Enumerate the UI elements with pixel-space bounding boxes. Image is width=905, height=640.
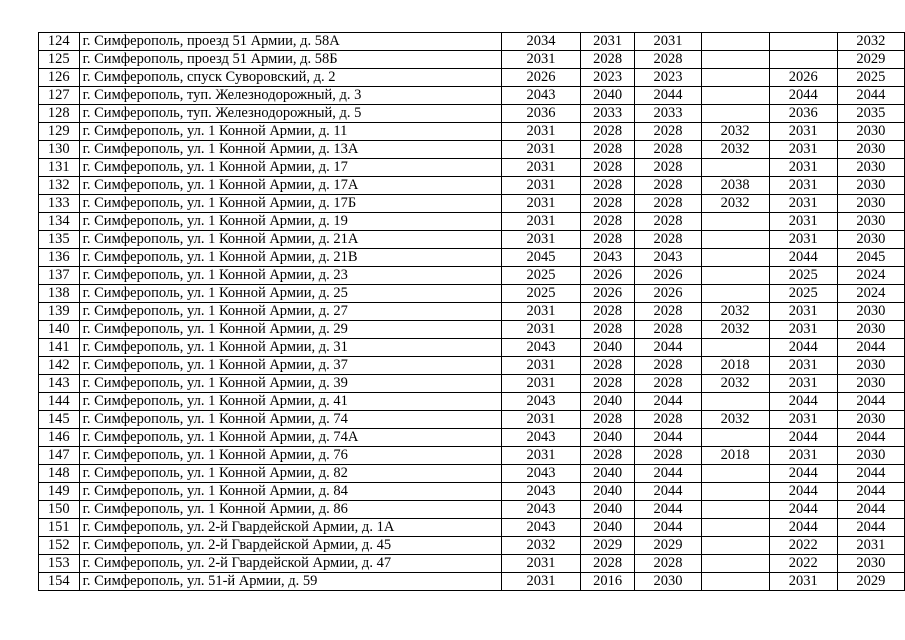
- row-number: 124: [39, 33, 80, 51]
- year-cell-6: 2030: [837, 411, 904, 429]
- year-cell-4: 2032: [701, 321, 769, 339]
- year-cell-3: 2028: [635, 51, 701, 69]
- year-cell-1: 2043: [502, 429, 581, 447]
- year-cell-2: 2028: [580, 321, 634, 339]
- address-cell: г. Симферополь, ул. 51-й Армии, д. 59: [79, 573, 502, 591]
- year-cell-2: 2028: [580, 177, 634, 195]
- year-cell-2: 2028: [580, 159, 634, 177]
- year-cell-1: 2031: [502, 573, 581, 591]
- year-cell-1: 2036: [502, 105, 581, 123]
- year-cell-2: 2028: [580, 231, 634, 249]
- table-row: [39, 141, 905, 159]
- year-cell-5: 2036: [769, 105, 837, 123]
- housing-table: [38, 32, 905, 591]
- year-cell-6: 2044: [837, 429, 904, 447]
- row-number: 148: [39, 465, 80, 483]
- table-row: [39, 429, 905, 447]
- year-cell-3: 2033: [635, 105, 701, 123]
- year-cell-2: 2028: [580, 213, 634, 231]
- year-cell-5: 2031: [769, 231, 837, 249]
- year-cell-6: 2030: [837, 303, 904, 321]
- year-cell-1: 2025: [502, 285, 581, 303]
- year-cell-2: 2040: [580, 339, 634, 357]
- year-cell-1: 2031: [502, 555, 581, 573]
- table-row: [39, 177, 905, 195]
- year-cell-4: 2032: [701, 375, 769, 393]
- row-number: 151: [39, 519, 80, 537]
- year-cell-4: [701, 249, 769, 267]
- year-cell-5: 2044: [769, 483, 837, 501]
- year-cell-2: 2033: [580, 105, 634, 123]
- address-cell: г. Симферополь, ул. 2-й Гвардейской Армии, д. 45: [79, 537, 502, 555]
- row-number: 138: [39, 285, 80, 303]
- year-cell-3: 2028: [635, 159, 701, 177]
- address-cell: г. Симферополь, ул. 1 Конной Армии, д. 82: [79, 465, 502, 483]
- table-row: [39, 33, 905, 51]
- year-cell-3: 2028: [635, 357, 701, 375]
- year-cell-4: 2018: [701, 447, 769, 465]
- address-cell: г. Симферополь, ул. 1 Конной Армии, д. 23: [79, 267, 502, 285]
- year-cell-1: 2031: [502, 195, 581, 213]
- address-cell: г. Симферополь, ул. 1 Конной Армии, д. 31: [79, 339, 502, 357]
- year-cell-6: 2030: [837, 321, 904, 339]
- year-cell-4: [701, 213, 769, 231]
- year-cell-5: [769, 51, 837, 69]
- year-cell-4: [701, 339, 769, 357]
- row-number: 139: [39, 303, 80, 321]
- year-cell-4: 2032: [701, 411, 769, 429]
- table-body: [39, 33, 905, 591]
- year-cell-6: 2030: [837, 357, 904, 375]
- address-cell: г. Симферополь, ул. 1 Конной Армии, д. 37: [79, 357, 502, 375]
- year-cell-2: 2028: [580, 357, 634, 375]
- year-cell-2: 2028: [580, 123, 634, 141]
- table-row: [39, 303, 905, 321]
- year-cell-2: 2040: [580, 519, 634, 537]
- year-cell-2: 2028: [580, 141, 634, 159]
- year-cell-5: 2022: [769, 537, 837, 555]
- year-cell-5: 2031: [769, 411, 837, 429]
- year-cell-3: 2044: [635, 87, 701, 105]
- year-cell-2: 2016: [580, 573, 634, 591]
- address-cell: г. Симферополь, ул. 1 Конной Армии, д. 21А: [79, 231, 502, 249]
- row-number: 136: [39, 249, 80, 267]
- row-number: 146: [39, 429, 80, 447]
- year-cell-4: [701, 51, 769, 69]
- year-cell-5: 2031: [769, 321, 837, 339]
- year-cell-3: 2028: [635, 141, 701, 159]
- year-cell-4: [701, 105, 769, 123]
- table-row: [39, 393, 905, 411]
- table-row: [39, 555, 905, 573]
- table-row: [39, 123, 905, 141]
- year-cell-1: 2031: [502, 375, 581, 393]
- year-cell-3: 2044: [635, 483, 701, 501]
- table-row: [39, 411, 905, 429]
- row-number: 130: [39, 141, 80, 159]
- year-cell-5: 2025: [769, 267, 837, 285]
- year-cell-6: 2030: [837, 555, 904, 573]
- year-cell-6: 2044: [837, 483, 904, 501]
- address-cell: г. Симферополь, ул. 1 Конной Армии, д. 27: [79, 303, 502, 321]
- year-cell-6: 2030: [837, 159, 904, 177]
- address-cell: г. Симферополь, ул. 1 Конной Армии, д. 29: [79, 321, 502, 339]
- year-cell-3: 2028: [635, 411, 701, 429]
- year-cell-2: 2040: [580, 483, 634, 501]
- year-cell-4: [701, 87, 769, 105]
- year-cell-6: 2029: [837, 51, 904, 69]
- table-row: [39, 231, 905, 249]
- year-cell-4: 2018: [701, 357, 769, 375]
- year-cell-1: 2043: [502, 87, 581, 105]
- year-cell-1: 2031: [502, 411, 581, 429]
- year-cell-3: 2028: [635, 447, 701, 465]
- row-number: 126: [39, 69, 80, 87]
- year-cell-6: 2035: [837, 105, 904, 123]
- address-cell: г. Симферополь, проезд 51 Армии, д. 58Б: [79, 51, 502, 69]
- address-cell: г. Симферополь, ул. 1 Конной Армии, д. 17А: [79, 177, 502, 195]
- table-row: [39, 249, 905, 267]
- year-cell-2: 2028: [580, 303, 634, 321]
- year-cell-2: 2028: [580, 375, 634, 393]
- table-row: [39, 87, 905, 105]
- year-cell-5: 2031: [769, 141, 837, 159]
- year-cell-1: 2031: [502, 357, 581, 375]
- year-cell-3: 2030: [635, 573, 701, 591]
- address-cell: г. Симферополь, ул. 1 Конной Армии, д. 74: [79, 411, 502, 429]
- year-cell-2: 2040: [580, 87, 634, 105]
- year-cell-2: 2040: [580, 393, 634, 411]
- row-number: 141: [39, 339, 80, 357]
- year-cell-1: 2031: [502, 231, 581, 249]
- row-number: 132: [39, 177, 80, 195]
- year-cell-3: 2044: [635, 501, 701, 519]
- row-number: 152: [39, 537, 80, 555]
- year-cell-1: 2045: [502, 249, 581, 267]
- year-cell-3: 2028: [635, 555, 701, 573]
- row-number: 153: [39, 555, 80, 573]
- year-cell-5: 2031: [769, 447, 837, 465]
- year-cell-1: 2026: [502, 69, 581, 87]
- address-cell: г. Симферополь, ул. 1 Конной Армии, д. 11: [79, 123, 502, 141]
- row-number: 150: [39, 501, 80, 519]
- table-row: [39, 519, 905, 537]
- year-cell-1: 2032: [502, 537, 581, 555]
- table-row: [39, 321, 905, 339]
- table-row: [39, 285, 905, 303]
- year-cell-6: 2045: [837, 249, 904, 267]
- year-cell-5: 2031: [769, 177, 837, 195]
- row-number: 149: [39, 483, 80, 501]
- row-number: 133: [39, 195, 80, 213]
- year-cell-2: 2026: [580, 285, 634, 303]
- year-cell-2: 2023: [580, 69, 634, 87]
- year-cell-1: 2025: [502, 267, 581, 285]
- table-row: [39, 357, 905, 375]
- year-cell-5: 2044: [769, 465, 837, 483]
- year-cell-2: 2028: [580, 447, 634, 465]
- year-cell-3: 2028: [635, 375, 701, 393]
- year-cell-4: [701, 573, 769, 591]
- year-cell-3: 2028: [635, 231, 701, 249]
- year-cell-4: [701, 483, 769, 501]
- year-cell-2: 2029: [580, 537, 634, 555]
- year-cell-4: [701, 465, 769, 483]
- year-cell-4: [701, 393, 769, 411]
- year-cell-2: 2028: [580, 411, 634, 429]
- year-cell-3: 2028: [635, 123, 701, 141]
- row-number: 143: [39, 375, 80, 393]
- row-number: 142: [39, 357, 80, 375]
- year-cell-5: 2031: [769, 303, 837, 321]
- year-cell-3: 2044: [635, 519, 701, 537]
- year-cell-6: 2044: [837, 87, 904, 105]
- year-cell-4: [701, 33, 769, 51]
- year-cell-6: 2030: [837, 195, 904, 213]
- year-cell-3: 2029: [635, 537, 701, 555]
- year-cell-1: 2031: [502, 51, 581, 69]
- row-number: 134: [39, 213, 80, 231]
- address-cell: г. Симферополь, ул. 2-й Гвардейской Армии, д. 1А: [79, 519, 502, 537]
- year-cell-6: 2044: [837, 339, 904, 357]
- address-cell: г. Симферополь, туп. Железнодорожный, д. 3: [79, 87, 502, 105]
- year-cell-5: 2022: [769, 555, 837, 573]
- address-cell: г. Симферополь, ул. 1 Конной Армии, д. 13А: [79, 141, 502, 159]
- year-cell-4: 2032: [701, 141, 769, 159]
- year-cell-4: 2032: [701, 123, 769, 141]
- year-cell-6: 2030: [837, 213, 904, 231]
- year-cell-3: 2031: [635, 33, 701, 51]
- table-row: [39, 51, 905, 69]
- year-cell-4: [701, 519, 769, 537]
- address-cell: г. Симферополь, проезд 51 Армии, д. 58А: [79, 33, 502, 51]
- year-cell-4: [701, 285, 769, 303]
- year-cell-5: 2031: [769, 195, 837, 213]
- year-cell-2: 2043: [580, 249, 634, 267]
- year-cell-5: 2044: [769, 339, 837, 357]
- year-cell-3: 2023: [635, 69, 701, 87]
- year-cell-5: 2044: [769, 393, 837, 411]
- year-cell-5: 2044: [769, 501, 837, 519]
- table-row: [39, 159, 905, 177]
- table-row: [39, 501, 905, 519]
- row-number: 125: [39, 51, 80, 69]
- row-number: 144: [39, 393, 80, 411]
- year-cell-1: 2043: [502, 501, 581, 519]
- row-number: 131: [39, 159, 80, 177]
- year-cell-2: 2040: [580, 465, 634, 483]
- year-cell-4: 2032: [701, 303, 769, 321]
- year-cell-1: 2031: [502, 123, 581, 141]
- row-number: 140: [39, 321, 80, 339]
- row-number: 147: [39, 447, 80, 465]
- address-cell: г. Симферополь, ул. 1 Конной Армии, д. 17: [79, 159, 502, 177]
- year-cell-5: 2044: [769, 519, 837, 537]
- year-cell-5: 2031: [769, 159, 837, 177]
- year-cell-1: 2043: [502, 483, 581, 501]
- row-number: 135: [39, 231, 80, 249]
- year-cell-1: 2031: [502, 177, 581, 195]
- year-cell-3: 2044: [635, 429, 701, 447]
- year-cell-4: [701, 429, 769, 447]
- year-cell-1: 2031: [502, 447, 581, 465]
- row-number: 129: [39, 123, 80, 141]
- year-cell-3: 2026: [635, 285, 701, 303]
- year-cell-6: 2044: [837, 465, 904, 483]
- year-cell-1: 2043: [502, 393, 581, 411]
- table-row: [39, 483, 905, 501]
- address-cell: г. Симферополь, ул. 1 Конной Армии, д. 76: [79, 447, 502, 465]
- year-cell-6: 2030: [837, 177, 904, 195]
- year-cell-2: 2028: [580, 555, 634, 573]
- year-cell-1: 2043: [502, 339, 581, 357]
- year-cell-1: 2031: [502, 321, 581, 339]
- year-cell-6: 2030: [837, 231, 904, 249]
- address-cell: г. Симферополь, ул. 1 Конной Армии, д. 39: [79, 375, 502, 393]
- table-row: [39, 267, 905, 285]
- address-cell: г. Симферополь, ул. 1 Конной Армии, д. 19: [79, 213, 502, 231]
- year-cell-4: [701, 159, 769, 177]
- year-cell-5: 2031: [769, 213, 837, 231]
- table-row: [39, 447, 905, 465]
- year-cell-6: 2030: [837, 447, 904, 465]
- year-cell-1: 2031: [502, 213, 581, 231]
- year-cell-6: 2032: [837, 33, 904, 51]
- year-cell-6: 2029: [837, 573, 904, 591]
- table-row: [39, 69, 905, 87]
- year-cell-2: 2040: [580, 429, 634, 447]
- year-cell-3: 2028: [635, 213, 701, 231]
- table-row: [39, 537, 905, 555]
- row-number: 137: [39, 267, 80, 285]
- address-cell: г. Симферополь, ул. 1 Конной Армии, д. 74А: [79, 429, 502, 447]
- table-row: [39, 105, 905, 123]
- address-cell: г. Симферополь, туп. Железнодорожный, д. 5: [79, 105, 502, 123]
- year-cell-4: [701, 231, 769, 249]
- year-cell-4: [701, 555, 769, 573]
- year-cell-5: 2044: [769, 429, 837, 447]
- year-cell-2: 2026: [580, 267, 634, 285]
- year-cell-6: 2044: [837, 393, 904, 411]
- table-row: [39, 195, 905, 213]
- year-cell-3: 2044: [635, 393, 701, 411]
- address-cell: г. Симферополь, ул. 2-й Гвардейской Армии, д. 47: [79, 555, 502, 573]
- year-cell-6: 2044: [837, 519, 904, 537]
- year-cell-3: 2028: [635, 303, 701, 321]
- row-number: 127: [39, 87, 80, 105]
- year-cell-2: 2040: [580, 501, 634, 519]
- year-cell-3: 2028: [635, 195, 701, 213]
- year-cell-5: 2031: [769, 573, 837, 591]
- year-cell-4: 2038: [701, 177, 769, 195]
- year-cell-5: 2031: [769, 357, 837, 375]
- year-cell-5: 2044: [769, 87, 837, 105]
- address-cell: г. Симферополь, спуск Суворовский, д. 2: [79, 69, 502, 87]
- year-cell-6: 2024: [837, 285, 904, 303]
- year-cell-6: 2025: [837, 69, 904, 87]
- address-cell: г. Симферополь, ул. 1 Конной Армии, д. 25: [79, 285, 502, 303]
- year-cell-3: 2028: [635, 321, 701, 339]
- table-row: [39, 213, 905, 231]
- year-cell-5: 2025: [769, 285, 837, 303]
- year-cell-4: 2032: [701, 195, 769, 213]
- address-cell: г. Симферополь, ул. 1 Конной Армии, д. 84: [79, 483, 502, 501]
- row-number: 154: [39, 573, 80, 591]
- year-cell-1: 2031: [502, 141, 581, 159]
- year-cell-3: 2043: [635, 249, 701, 267]
- table-row: [39, 573, 905, 591]
- year-cell-6: 2031: [837, 537, 904, 555]
- year-cell-1: 2043: [502, 465, 581, 483]
- year-cell-5: 2031: [769, 375, 837, 393]
- year-cell-5: 2044: [769, 249, 837, 267]
- year-cell-5: 2031: [769, 123, 837, 141]
- year-cell-4: [701, 267, 769, 285]
- year-cell-1: 2043: [502, 519, 581, 537]
- year-cell-4: [701, 537, 769, 555]
- year-cell-6: 2044: [837, 501, 904, 519]
- year-cell-2: 2028: [580, 51, 634, 69]
- year-cell-6: 2030: [837, 123, 904, 141]
- address-cell: г. Симферополь, ул. 1 Конной Армии, д. 17Б: [79, 195, 502, 213]
- address-cell: г. Симферополь, ул. 1 Конной Армии, д. 21В: [79, 249, 502, 267]
- year-cell-3: 2026: [635, 267, 701, 285]
- year-cell-1: 2031: [502, 159, 581, 177]
- year-cell-4: [701, 501, 769, 519]
- year-cell-1: 2034: [502, 33, 581, 51]
- year-cell-6: 2024: [837, 267, 904, 285]
- year-cell-4: [701, 69, 769, 87]
- year-cell-6: 2030: [837, 375, 904, 393]
- year-cell-3: 2044: [635, 339, 701, 357]
- year-cell-6: 2030: [837, 141, 904, 159]
- year-cell-5: 2026: [769, 69, 837, 87]
- year-cell-3: 2028: [635, 177, 701, 195]
- address-cell: г. Симферополь, ул. 1 Конной Армии, д. 86: [79, 501, 502, 519]
- year-cell-2: 2031: [580, 33, 634, 51]
- year-cell-2: 2028: [580, 195, 634, 213]
- table-row: [39, 465, 905, 483]
- table-row: [39, 375, 905, 393]
- year-cell-1: 2031: [502, 303, 581, 321]
- year-cell-5: [769, 33, 837, 51]
- year-cell-3: 2044: [635, 465, 701, 483]
- row-number: 128: [39, 105, 80, 123]
- address-cell: г. Симферополь, ул. 1 Конной Армии, д. 41: [79, 393, 502, 411]
- table-row: [39, 339, 905, 357]
- row-number: 145: [39, 411, 80, 429]
